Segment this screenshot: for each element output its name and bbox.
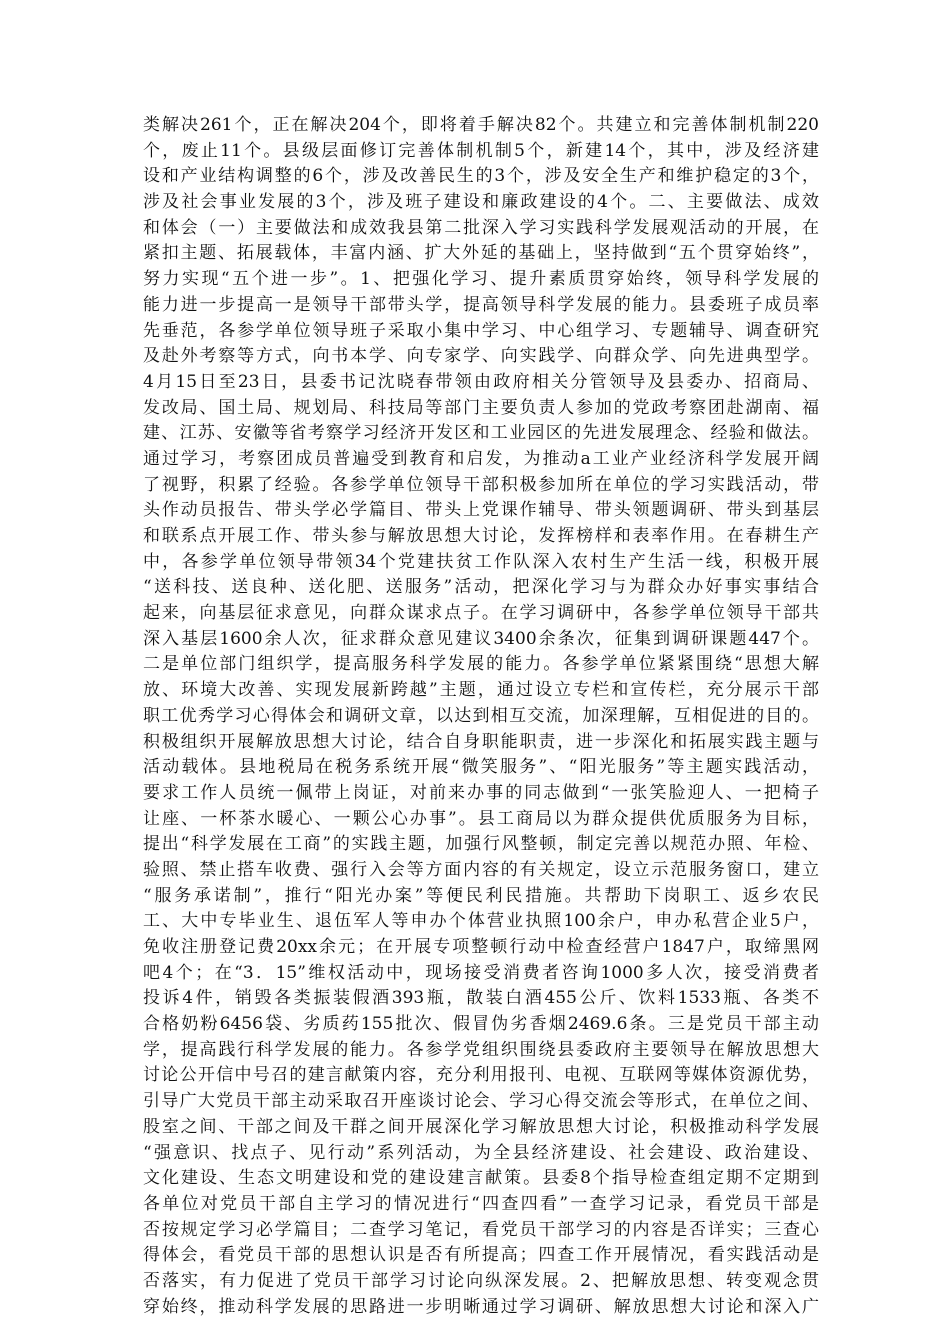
text-line: 活动载体。县地税局在税务系统开展“微笑服务”、“阳光服务”等主题实践活动， [143, 757, 819, 778]
text-line: 涉及社会事业发展的3个，涉及班子建设和廉政建设的4个。二、主要做法、成效 [143, 192, 819, 213]
text-line: 合格奶粉6456袋、劣质药155批次、假冒伪劣香烟2469.6条。三是党员干部主动 [143, 1014, 819, 1035]
text-line: “送科技、送良种、送化肥、送服务”活动，把深化学习与为群众办好事实事结合 [143, 577, 819, 598]
text-line: 讨论公开信中号召的建言献策内容，充分利用报刊、电视、互联网等媒体资源优势， [143, 1065, 819, 1086]
text-line: “强意识、找点子、见行动”系列活动，为全县经济建设、社会建设、政治建设、 [143, 1142, 819, 1163]
text-line: 工、大中专毕业生、退伍军人等申办个体营业执照100余户，申办私营企业5户， [143, 911, 819, 932]
text-line: 让座、一杯茶水暖心、一颗公心办事”。县工商局以为群众提供优质服务为目标， [143, 808, 819, 829]
text-line: 和体会（一）主要做法和成效我县第二批深入学习实践科学发展观活动的开展，在 [143, 217, 819, 238]
text-line: 积极组织开展解放思想大讨论，结合自身职能职责，进一步深化和拓展实践主题与 [143, 731, 819, 752]
text-line: 发改局、国土局、规划局、科技局等部门主要负责人参加的党政考察团赴湖南、福 [143, 397, 819, 418]
text-line: 个，废止11个。县级层面修订完善体制机制5个，新建14个，其中，涉及经济建 [143, 140, 819, 161]
text-line: 各单位对党员干部自主学习的情况进行“四查四看”一查学习记录，看党员干部是 [143, 1193, 819, 1214]
text-line: 努力实现“五个进一步”。1、把强化学习、提升素质贯穿始终，领导科学发展的 [143, 269, 819, 290]
text-line: 中，各参学单位领导带领34个党建扶贫工作队深入农村生产生活一线，积极开展 [143, 551, 819, 572]
text-line: 投诉4件，销毁各类振装假酒393瓶，散装白酒455公斤、饮料1533瓶、各类不 [143, 988, 819, 1009]
text-line: 二是单位部门组织学，提高服务科学发展的能力。各参学单位紧紧围绕“思想大解 [143, 654, 819, 675]
text-line: 提出“科学发展在工商”的实践主题，加强行风整顿，制定完善以规范办照、年检、 [143, 834, 819, 855]
text-line: 先垂范，各参学单位领导班子采取小集中学习、中心组学习、专题辅导、调查研究 [143, 320, 819, 341]
text-line: 否按规定学习必学篇目；二查学习笔记，看党员干部学习的内容是否详实；三查心 [143, 1219, 819, 1240]
text-line: 通过学习，考察团成员普遍受到教育和启发，为推动a工业产业经济科学发展开阔 [143, 448, 819, 469]
text-line: 及赴外考察等方式，向书本学、向专家学、向实践学、向群众学、向先进典型学。 [143, 346, 819, 367]
text-line: 免收注册登记费20xx余元；在开展专项整顿行动中检查经营户1847户，取缔黑网 [143, 937, 819, 957]
text-line: 引导广大党员干部主动采取召开座谈讨论会、学习心得交流会等形式，在单位之间、 [143, 1091, 819, 1112]
text-line: 类解决261个，正在解决204个，即将着手解决82个。共建立和完善体制机制220 [143, 115, 819, 135]
text-line: 紧扣主题、拓展载体，丰富内涵、扩大外延的基础上，坚持做到“五个贯穿始终”， [143, 243, 819, 264]
text-line: 起来，向基层征求意见，向群众谋求点子。在学习调研中，各参学单位领导干部共 [143, 603, 819, 624]
text-line: 否落实，有力促进了党员干部学习讨论向纵深发展。2、把解放思想、转变观念贯 [143, 1270, 819, 1291]
text-line: 了视野，积累了经验。各参学单位领导干部积极参加所在单位的学习实践活动，带 [143, 474, 819, 495]
text-line: 吧4个；在“3．15”维权活动中，现场接受消费者咨询1000多人次，接受消费者 [143, 962, 819, 983]
body-text [143, 113, 819, 1320]
text-line: 设和产业结构调整的6个，涉及改善民生的3个，涉及安全生产和维护稳定的3个， [143, 166, 819, 187]
text-line: 深入基层1600余人次，征求群众意见建议3400余条次，征集到调研课题447个。 [143, 628, 819, 649]
text-line: 要求工作人员统一佩带上岗证，对前来办事的同志做到“一张笑脸迎人、一把椅子 [143, 782, 819, 803]
text-line: 学，提高践行科学发展的能力。各参学党组织围绕县委政府主要领导在解放思想大 [143, 1039, 819, 1060]
text-line: 穿始终，推动科学发展的思路进一步明晰通过学习调研、解放思想大讨论和深入广 [143, 1296, 819, 1317]
text-line: 验照、禁止搭车收费、强行入会等方面内容的有关规定，设立示范服务窗口，建立 [143, 859, 819, 880]
text-line: 能力进一步提高一是领导干部带头学，提高领导科学发展的能力。县委班子成员率 [143, 294, 819, 315]
text-line: 得体会，看党员干部的思想认识是否有所提高；四查工作开展情况，看实践活动是 [143, 1245, 819, 1266]
text-line: 4月15日至23日，县委书记沈晓春带领由政府相关分管领导及县委办、招商局、 [143, 371, 819, 392]
text-line: 和联系点开展工作、带头参与解放思想大讨论，发挥榜样和表率作用。在春耕生产 [143, 526, 819, 546]
text-line: “服务承诺制”，推行“阳光办案”等便民利民措施。共帮助下岗职工、返乡农民 [143, 885, 819, 906]
text-line: 职工优秀学习心得体会和调研文章，以达到相互交流，加深理解，互相促进的目的。 [143, 705, 819, 726]
text-line: 文化建设、生态文明建设和党的建设建言献策。县委8个指导检查组定期不定期到 [143, 1168, 819, 1189]
text-line: 头作动员报告、带头学必学篇目、带头上党课作辅导、带头领题调研、带头到基层 [143, 500, 819, 521]
text-line: 放、环境大改善、实现发展新跨越”主题，通过设立专栏和宣传栏，充分展示干部 [143, 680, 819, 701]
text-line: 建、江苏、安徽等省考察学习经济开发区和工业园区的先进发展理念、经验和做法。 [143, 423, 819, 444]
text-line: 股室之间、干部之间及干群之间开展深化学习解放思想大讨论，积极推动科学发展 [143, 1116, 819, 1137]
